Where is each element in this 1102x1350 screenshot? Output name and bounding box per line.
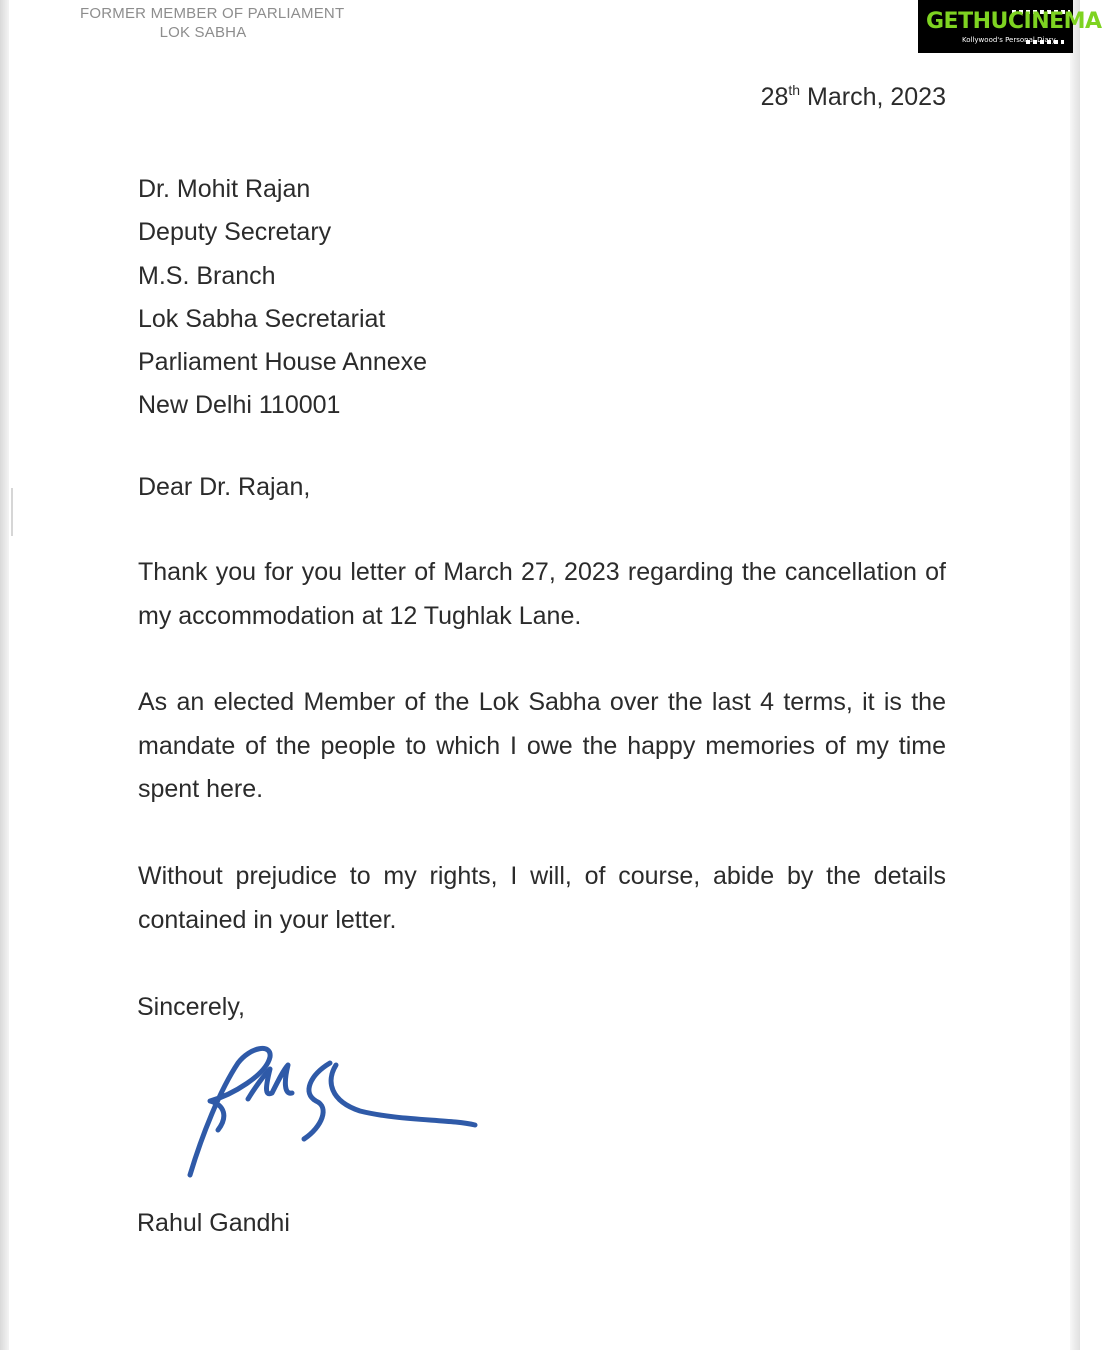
- recipient-city: New Delhi 110001: [138, 391, 341, 420]
- paragraph-1: Thank you for you letter of March 27, 2023 regarding the cancellation of my accommodation at 12 Tughlak Lane.: [138, 558, 946, 630]
- scan-left-edge: [0, 0, 9, 1350]
- date-suffix: th: [788, 82, 801, 98]
- recipient-office: Lok Sabha Secretariat: [138, 304, 386, 333]
- scan-right-edge: [1070, 0, 1080, 1350]
- date-rest: March, 2023: [800, 83, 946, 111]
- letterhead-line-2: LOK SABHA: [159, 24, 247, 41]
- salutation: Dear Dr. Rajan,: [138, 473, 311, 501]
- letterhead: [80, 4, 345, 42]
- recipient-title: Deputy Secretary: [138, 218, 332, 247]
- letterhead-line-1: FORMER MEMBER OF PARLIAMENT: [80, 5, 345, 22]
- scan-artifact: [11, 488, 13, 536]
- watermark-brand: GETHUCINEMA: [926, 9, 1102, 34]
- date-day: 28: [760, 83, 789, 111]
- signatory-name: Rahul Gandhi: [137, 1209, 290, 1237]
- paragraph-2: As an elected Member of the Lok Sabha over the last 4 terms, it is the mandate of the people to which I owe the happy memories of my time spent here.: [138, 688, 946, 803]
- recipient-branch: M.S. Branch: [138, 261, 276, 290]
- watermark-tagline: Kollywood's Personal Diary: [962, 36, 1056, 44]
- signature: [180, 1035, 490, 1185]
- closing: Sincerely,: [137, 993, 245, 1021]
- paragraph-3: Without prejudice to my rights, I will, of course, abide by the details contained in your letter.: [138, 862, 946, 934]
- recipient-address: [138, 168, 427, 428]
- letter-date: [761, 82, 946, 112]
- recipient-name: Dr. Mohit Rajan: [138, 175, 311, 203]
- watermark-logo: [918, 0, 1102, 53]
- recipient-building: Parliament House Annexe: [138, 348, 428, 377]
